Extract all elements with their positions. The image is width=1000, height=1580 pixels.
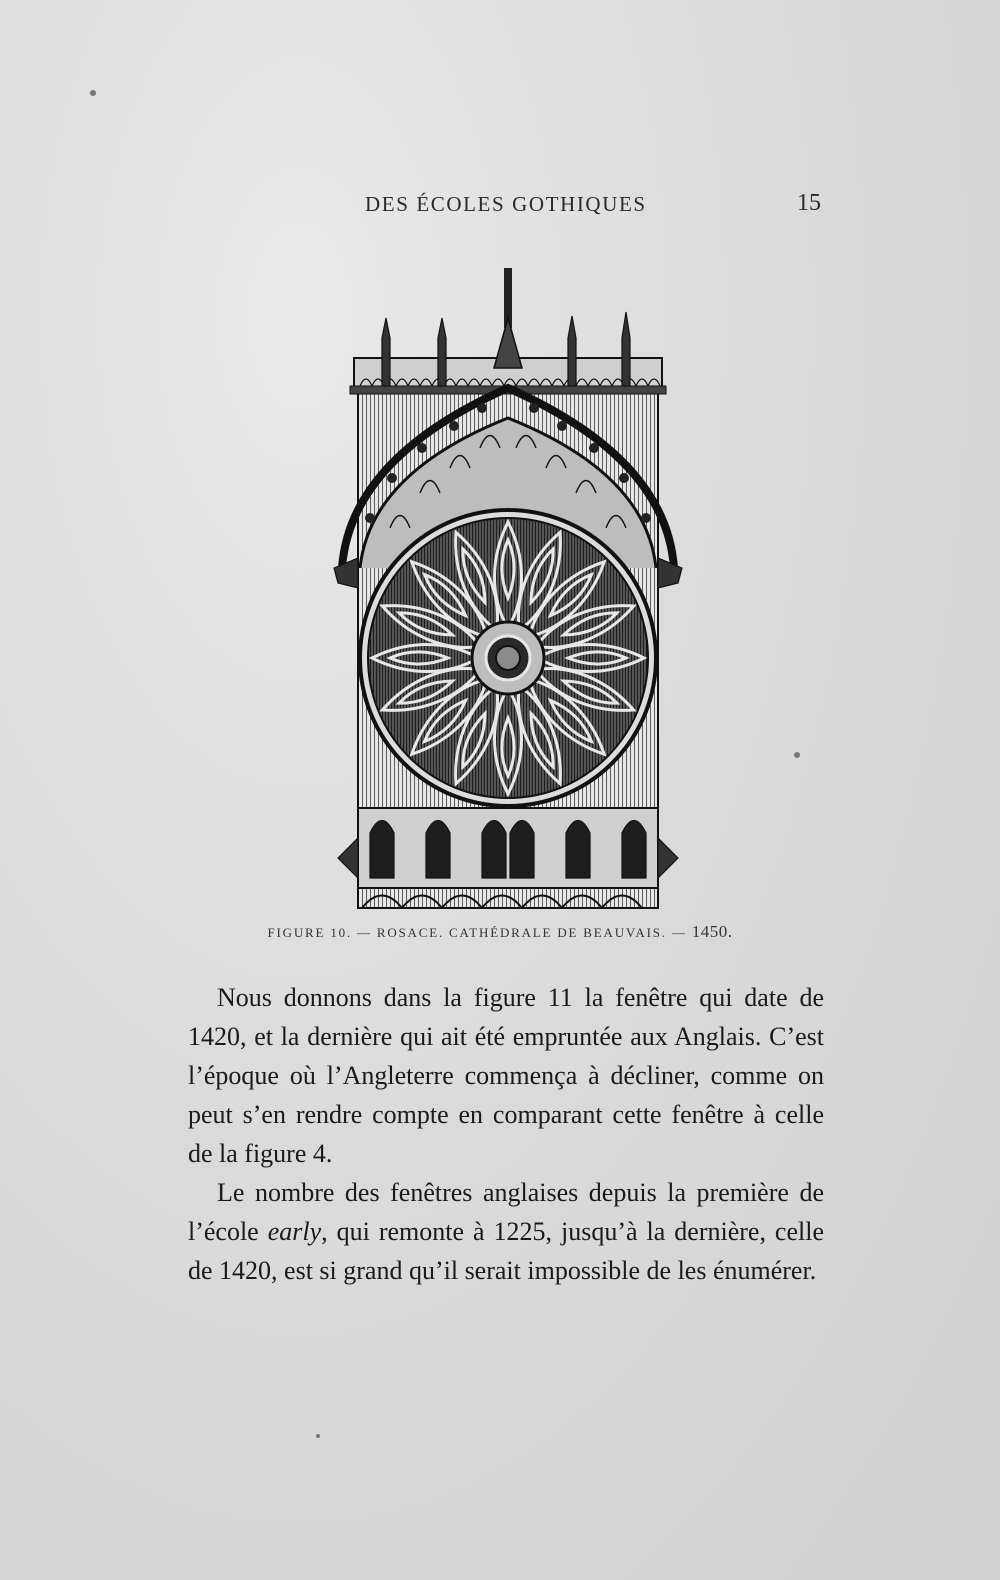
running-title: DES ÉCOLES GOTHIQUES [365,192,647,216]
paragraph-text: , qui remonte à 1225, jusqu’à la dernière, celle de 1420, est si grand qu’il serait impossible de les énumérer. [188,1217,824,1285]
rose-window-engraving [330,268,686,914]
paragraph [188,1173,824,1290]
paper-speck [90,90,96,96]
paragraph-text: Le nombre des fenêtres anglaises depuis la première de l’école [188,1178,824,1246]
figure-caption-year: 1450. [691,922,733,941]
paragraph-italic-term: early [267,1217,322,1246]
running-head [0,192,1000,222]
body-text [188,978,824,1290]
page-number: 15 [797,190,821,216]
paragraph: Nous donnons dans la figure 11 la fenêtre qui date de 1420, et la dernière qui ait été empruntée aux Anglais. C’est l’époque où l’Angleterre commença à décliner, comme on peut s’en rendre compte en comparant cette fenêtre à celle de la figure 4. [188,983,824,1168]
rose-window-illustration [330,268,686,914]
paper-speck [316,1434,320,1438]
figure-caption-text: FIGURE 10. — ROSACE. CATHÉDRALE DE BEAUVAIS. — [267,925,687,940]
paper-speck [794,752,800,758]
figure-caption [0,922,1000,942]
